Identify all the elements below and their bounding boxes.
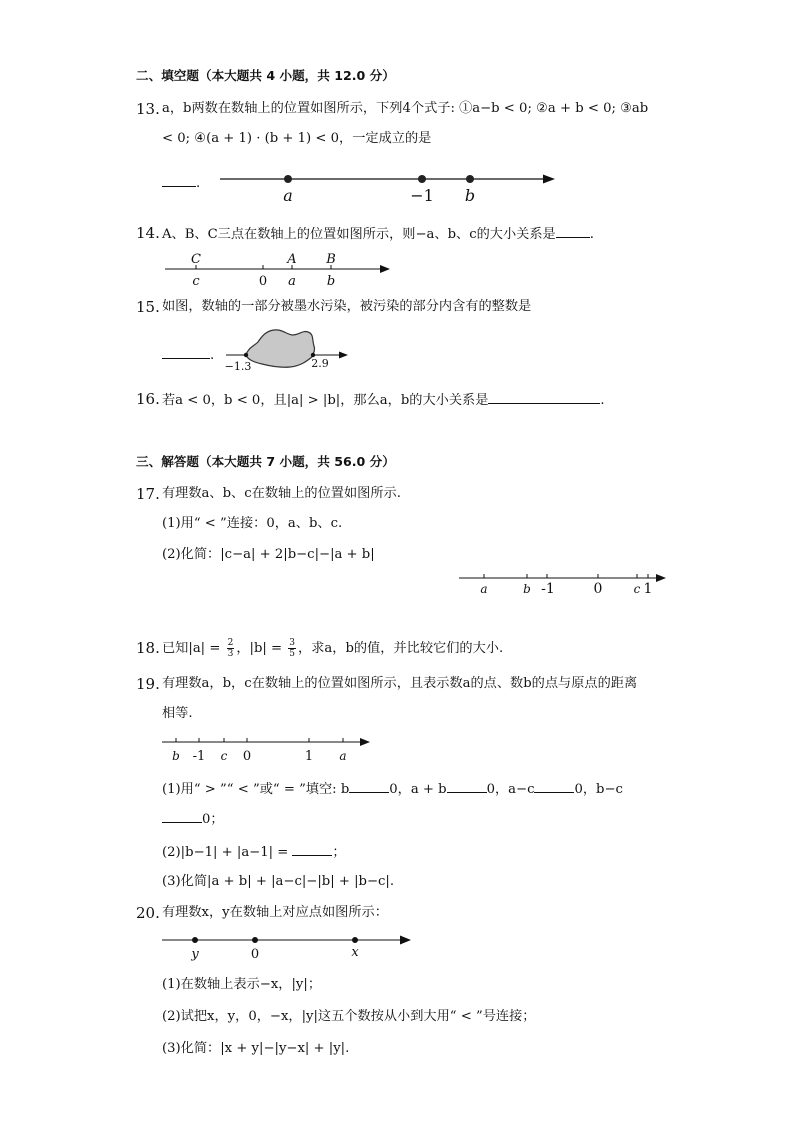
q14-label-b: b (326, 274, 336, 289)
q18-fraction-2 (288, 638, 296, 659)
q15-period: . (210, 348, 215, 363)
q14-number-line (160, 247, 395, 289)
q18-frac1-num: 2 (227, 638, 234, 648)
q19-sub2-part-a: (2)|b−1| + |a−1| = (162, 845, 289, 860)
q17-label-a: a (480, 582, 488, 596)
q20-number: 20. (136, 904, 160, 922)
q19-number: 19. (136, 675, 160, 693)
q19-sub3: (3)化简|a + b| + |a−c|−|b| + |b−c|. (162, 874, 395, 889)
q16-text (162, 389, 605, 411)
q19-sub1-part-c: 0，a−c (486, 782, 535, 797)
q15-text: 如图，数轴的一部分被墨水污染，被污染的部分内含有的整数是 (162, 299, 532, 314)
q17-label-neg1: -1 (541, 581, 555, 597)
q14-label-B: B (326, 252, 336, 267)
q15-label-right: 2.9 (311, 357, 329, 370)
q19-sub2-part-b: ； (332, 845, 346, 860)
section-3-title: 三、解答题（本大题共 7 小题，共 56.0 分） (136, 454, 395, 469)
q20-point-y (192, 937, 198, 943)
q18-frac2-num: 3 (289, 638, 296, 648)
q18-fraction-1 (227, 638, 235, 659)
q17-label-1: 1 (643, 581, 653, 597)
q15-number-line (222, 326, 352, 374)
q17-number-line (455, 567, 670, 601)
q14-period: . (589, 227, 594, 242)
q19-line1: 有理数a，b，c在数轴上的位置如图所示，且表示数a的点、数b的点与原点的距离 (162, 676, 638, 691)
q17-label-b: b (523, 582, 531, 596)
q19-blank-3[interactable] (534, 778, 574, 793)
q20-sub2: (2)试把x，y，0，−x，|y|这五个数按从小到大用“ < ”号连接； (162, 1009, 536, 1024)
q16-period: . (600, 393, 605, 408)
q20-point-0 (252, 937, 258, 943)
q13-answer (162, 172, 200, 194)
q14-label-C: C (191, 252, 201, 267)
q20-sub1: (1)在数轴上表示−x，|y|； (162, 977, 322, 992)
q19-label-1: 1 (304, 749, 314, 764)
q20-sub3: (3)化简：|x + y|−|y−x| + |y|. (162, 1041, 350, 1056)
q18-abs-a: 已知|a| = (162, 641, 221, 656)
q17-sub2: (2)化简：|c−a| + 2|b−c|−|a + b| (162, 547, 375, 562)
q19-label-0: 0 (242, 749, 252, 764)
q13-label-neg1: −1 (410, 186, 434, 205)
q18-question: ，求a，b的值，并比较它们的大小. (298, 641, 504, 656)
q19-sub1 (162, 778, 623, 800)
q14-label-a: a (288, 274, 296, 289)
q17-label-c: c (633, 582, 641, 596)
q19-blank-5[interactable] (292, 841, 332, 856)
q14-label-A: A (287, 252, 297, 267)
q19-sub1-part-b: 0，a + b (389, 782, 447, 797)
q15-ink-blot (246, 330, 315, 367)
q13-label-a: a (283, 186, 293, 205)
q18-text (162, 638, 503, 659)
q15-number: 15. (136, 298, 160, 316)
q14-label-c: c (192, 274, 200, 289)
q17-sub1: (1)用“ < ”连接：0，a、b、c. (162, 516, 343, 531)
q20-label-y: y (191, 947, 199, 962)
q13-period: . (196, 176, 201, 191)
q17-axis-arrow (656, 574, 666, 582)
q14-question: A、B、C三点在数轴上的位置如图所示，则−a、b、c的大小关系是 (162, 227, 556, 242)
q19-sub1-part-e: 0； (202, 812, 224, 827)
q20-text: 有理数x，y在数轴上对应点如图所示： (162, 905, 388, 920)
q19-blank-2[interactable] (447, 778, 487, 793)
q13-point-b (466, 175, 474, 183)
q17-label-0: 0 (593, 581, 603, 597)
q20-label-0: 0 (250, 947, 260, 962)
q15-point-left (244, 353, 248, 357)
q19-blank-4[interactable] (162, 808, 202, 823)
q15-label-left: −1.3 (224, 360, 252, 373)
q13-label-b: b (464, 186, 476, 205)
q19-sub1-cont (162, 808, 224, 830)
q19-number-line (158, 733, 378, 765)
q19-label-b: b (172, 749, 180, 763)
q13-number-line (215, 165, 560, 205)
q17-text: 有理数a、b、c在数轴上的位置如图所示. (162, 486, 401, 501)
q16-answer-blank[interactable] (488, 389, 600, 404)
q17-number: 17. (136, 485, 160, 503)
q19-axis-arrow (360, 738, 370, 746)
q19-sub1-part-d: 0，b−c (574, 782, 623, 797)
q14-answer-blank[interactable] (556, 223, 590, 238)
q13-point-neg1 (418, 175, 426, 183)
q14-number: 14. (136, 224, 160, 242)
q13-number: 13. (136, 100, 160, 118)
q18-frac2-den: 5 (289, 649, 296, 659)
q18-frac1-den: 3 (227, 649, 234, 659)
q20-point-x (352, 937, 358, 943)
q20-axis-arrow (400, 936, 411, 945)
q19-label-c: c (220, 749, 228, 763)
q19-label-neg1: -1 (192, 749, 206, 764)
q14-label-0: 0 (258, 274, 268, 289)
q13-line1: a，b两数在数轴上的位置如图所示，下列4个式子: ①a−b < 0; ②a + b < 0; ③ab (162, 101, 649, 116)
q13-axis-arrow (543, 175, 555, 184)
q15-answer-blank[interactable] (162, 344, 210, 359)
q13-point-a (284, 175, 292, 183)
q14-axis-arrow (380, 265, 390, 273)
q13-line2: < 0; ④(a + 1) · (b + 1) < 0，一定成立的是 (162, 131, 432, 146)
q13-answer-blank[interactable] (162, 172, 196, 187)
q19-sub2 (162, 841, 346, 863)
q19-blank-1[interactable] (349, 778, 389, 793)
q15-answer (162, 344, 214, 366)
q18-number: 18. (136, 639, 160, 657)
q19-line2: 相等. (162, 706, 193, 721)
q20-label-x: x (351, 945, 359, 960)
q19-label-a: a (339, 749, 347, 763)
q16-question: 若a < 0，b < 0，且|a| > |b|，那么a，b的大小关系是 (162, 393, 489, 408)
q18-abs-b: ，|b| = (236, 641, 283, 656)
q14-text (162, 223, 594, 245)
q16-number: 16. (136, 390, 160, 408)
q20-number-line (158, 930, 418, 964)
section-2-title: 二、填空题（本大题共 4 小题，共 12.0 分） (136, 68, 395, 83)
q19-sub1-part-a: (1)用“ > ”“ < ”或“ = ”填空: b (162, 782, 350, 797)
q15-axis-arrow (339, 352, 348, 359)
